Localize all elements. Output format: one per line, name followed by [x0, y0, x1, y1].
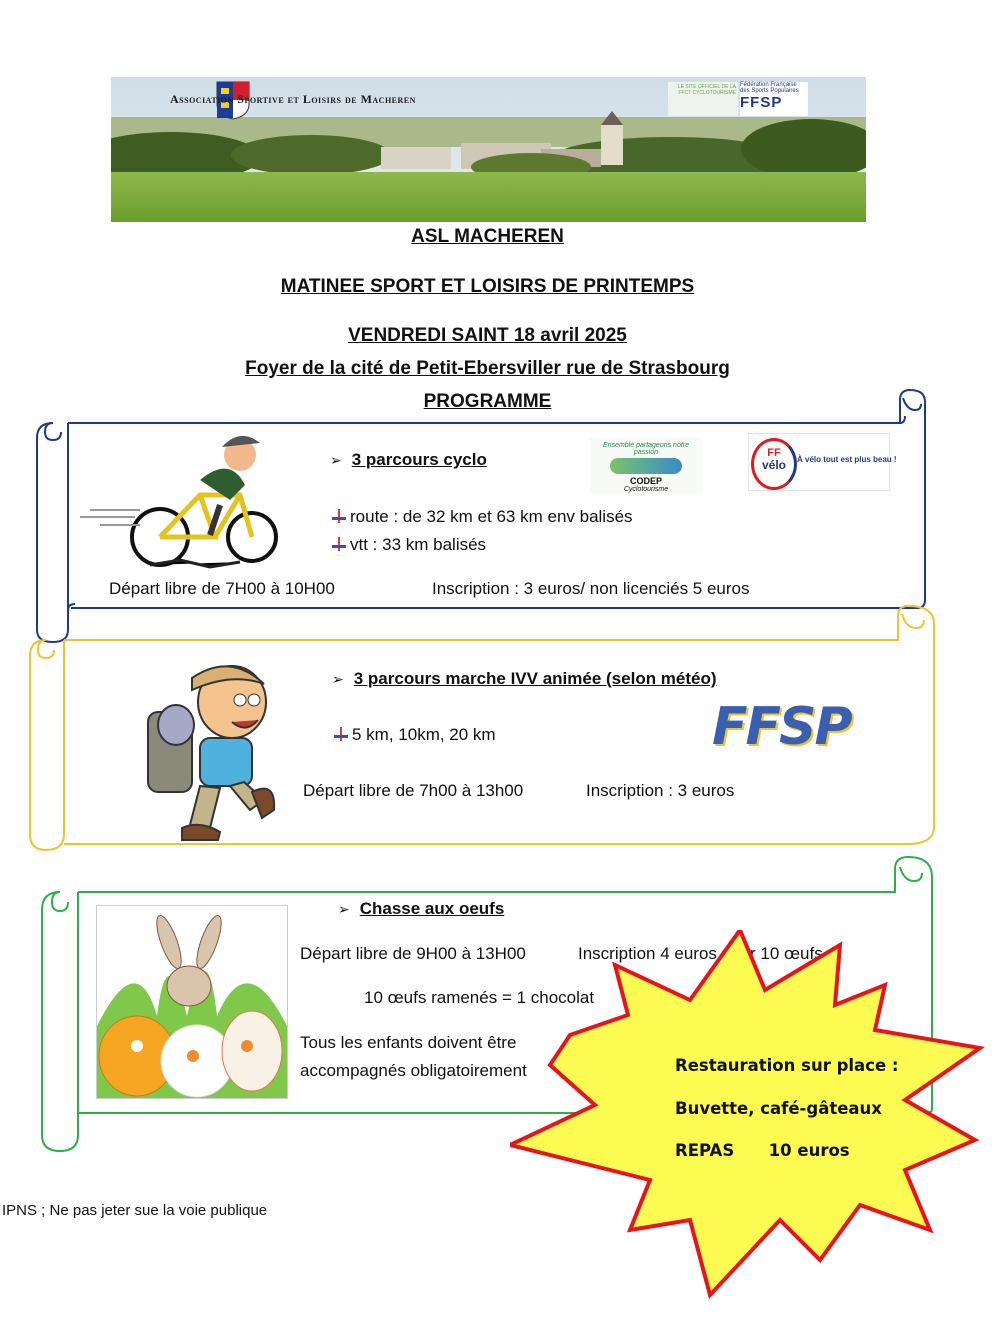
org-title: ASL MACHEREN [411, 226, 564, 247]
ffvelo-logo [748, 433, 897, 491]
star-line-buvette: Buvette, café-gâteaux [675, 1099, 882, 1118]
cyclo-title-text: 3 parcours cyclo [351, 450, 487, 469]
ffsp-logo-text: FFSP [712, 697, 851, 757]
codep-logo [590, 438, 702, 494]
marche-item-distances [334, 725, 496, 745]
ffvelo-circle-icon [751, 438, 797, 490]
cyclo-title [330, 450, 487, 470]
cyclo-item-route-text: route : de 32 km et 63 km env balisés [350, 507, 633, 526]
ffsp-banner-logo [740, 82, 808, 116]
oeufs-title-text: Chasse aux oeufs [359, 899, 505, 918]
oeufs-depart: Départ libre de 9H00 à 13H00 [300, 944, 526, 963]
ffsp-banner-text: Fédération Française des Sports Populaires [740, 82, 799, 94]
cyclo-item-route [332, 507, 633, 527]
oeufs-title [338, 899, 504, 919]
cross-bullet-icon [332, 509, 346, 523]
codep-label: CODEP [629, 476, 662, 486]
star-line-repas: REPAS 10 euros [675, 1141, 850, 1160]
ffvelo-ff: FF [767, 447, 781, 459]
marche-inscription: Inscription : 3 euros [586, 781, 735, 800]
codep-sub: Cyclotourisme [623, 486, 669, 493]
oeufs-chocolat: 10 œufs ramenés = 1 chocolat [364, 988, 595, 1007]
programme-title: PROGRAMME [423, 391, 552, 412]
cross-bullet-icon [332, 537, 346, 551]
cyclo-inscription: Inscription : 3 euros/ non licenciés 5 euros [432, 579, 750, 598]
star-line-restauration: Restauration sur place : [675, 1056, 899, 1075]
marche-depart: Départ libre de 7h00 à 13h00 [303, 781, 524, 800]
marche-item-distances-text: 5 km, 10km, 20 km [352, 725, 496, 744]
arrow-bullet-icon: ➢ [338, 901, 350, 917]
footer-note: IPNS ; Ne pas jeter sue la voie publique [2, 1202, 268, 1219]
arrow-bullet-icon: ➢ [330, 452, 342, 468]
codep-slogan: Ensemble partageons notre passion [603, 442, 689, 456]
easter-illustration [96, 905, 288, 1099]
cross-bullet-icon [334, 727, 348, 741]
ffvelo-slogan: À vélo tout est plus beau ! [797, 455, 897, 464]
event-place: Foyer de la cité de Petit-Ebersviller rue de Strasbourg [245, 358, 730, 379]
oeufs-inscription: Inscription 4 euros pour 10 œufs [578, 944, 823, 963]
cyclo-item-vtt [332, 535, 486, 555]
hiker-illustration [140, 660, 280, 845]
marche-title [332, 669, 717, 689]
event-title: MATINEE SPORT ET LOISIRS DE PRINTEMPS [280, 276, 695, 297]
cyclist-illustration [80, 425, 280, 575]
oeufs-enfants-line2: accompagnés obligatoirement [300, 1061, 527, 1080]
oeufs-enfants-line1: Tous les enfants doivent être [300, 1033, 517, 1052]
ffvelo-velo: vélo [761, 458, 786, 472]
cyclo-item-vtt-text: vtt : 33 km balisés [350, 535, 487, 554]
marche-title-text: 3 parcours marche IVV animée (selon météo) [353, 669, 717, 688]
cyclo-depart: Départ libre de 7H00 à 10H00 [109, 579, 335, 598]
arrow-bullet-icon: ➢ [332, 671, 344, 687]
association-name: Association Sportive et Loisirs de Macheren [170, 92, 416, 106]
event-date: VENDREDI SAINT 18 avril 2025 [348, 325, 627, 346]
ffct-logo [668, 82, 738, 116]
ffct-logo-text: LE SITE OFFICIEL DE LA FFCT CYCLOTOURISME [677, 84, 736, 96]
ffsp-banner-acronym: FFSP [740, 94, 783, 111]
ffsp-logo [712, 696, 892, 758]
